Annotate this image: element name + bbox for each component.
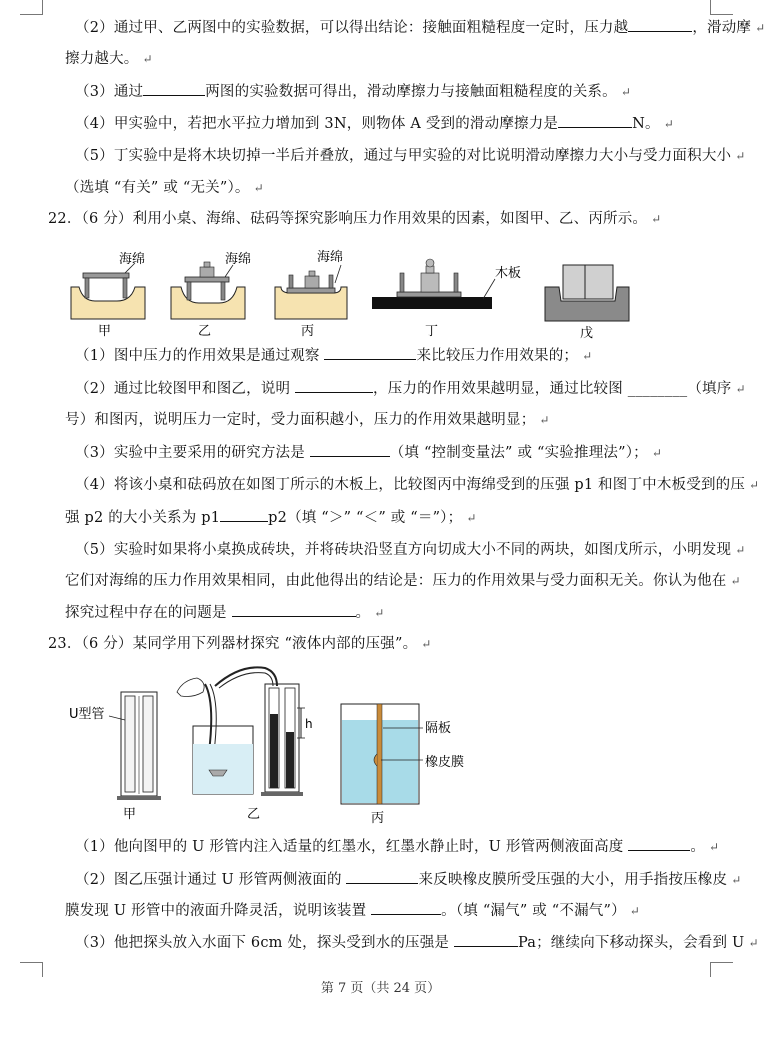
answer-blank[interactable]: [628, 17, 692, 32]
paragraph-mark-icon: ↵: [249, 181, 264, 195]
fig23-a: [69, 692, 161, 822]
text-line-q21-2b: [65, 49, 716, 69]
paragraph-mark-icon: ↵: [578, 349, 593, 363]
text-line-q22-3: [75, 442, 716, 463]
paragraph-mark-icon: ↵: [659, 117, 675, 131]
paragraph-mark-icon: ↵: [731, 543, 746, 557]
text-segment: 。（填 “漏气” 或 “不漏气”）: [441, 903, 626, 919]
answer-blank[interactable]: [143, 81, 205, 96]
paragraph-mark-icon: ↵: [616, 85, 632, 99]
answer-blank[interactable]: [371, 900, 441, 915]
text-segment: 擦力越大。: [65, 51, 139, 67]
text-line-q23-1: [75, 836, 720, 857]
fig23-label-c: 丙: [371, 811, 385, 826]
text-segment: （1）图中压力的作用效果是通过观察: [75, 348, 325, 364]
figure-23: [65, 662, 485, 824]
answer-blank[interactable]: [220, 507, 268, 522]
fig23-b: [177, 667, 313, 822]
paragraph-mark-icon: ↵: [751, 21, 765, 35]
text-segment: （5）实验时如果将小桌换成砖块，并将砖块沿竖直方向切成大小不同的两块，如图戊所示，小明发现: [75, 542, 732, 558]
text-segment: （2）图乙压强计通过 U 形管两侧液面的: [75, 872, 347, 888]
text-segment: 两图的实验数据可得出，滑动摩擦力与接触面粗糙程度的关系。: [205, 84, 617, 100]
text-segment: N。: [632, 116, 660, 132]
answer-blank[interactable]: [628, 836, 690, 851]
fig22-sponge-label-a: 海绵: [119, 252, 146, 267]
text-segment: 膜发现 U 形管中的液面升降灵活，说明该装置: [65, 903, 372, 919]
page-footer: 第 7 页（共 24 页）: [320, 981, 441, 996]
fig22-b: [171, 252, 251, 339]
text-segment: 它们对海绵的压力作用效果相同，由此他得出的结论是：压力的作用效果与受力面积无关。你认为他在: [65, 573, 727, 589]
paragraph-mark-icon: ↵: [727, 873, 742, 887]
paragraph-mark-icon: ↵: [625, 904, 641, 918]
text-line-q22-4a: [75, 475, 760, 495]
fig22-c: [275, 250, 347, 339]
crop-mark-top-right: [710, 0, 733, 15]
paragraph-mark-icon: ↵: [745, 478, 760, 492]
answer-blank[interactable]: [346, 869, 418, 884]
text-line-q22-5b: [65, 571, 741, 591]
text-line-q23: [48, 634, 716, 654]
text-line-q21-3: [75, 81, 716, 102]
fig22-sponge-label-b: 海绵: [225, 252, 252, 267]
figure-22: [65, 243, 665, 343]
text-segment: （3）实验中主要采用的研究方法是: [75, 445, 310, 461]
fig22-label-a: 甲: [98, 324, 112, 339]
fig22-label-b: 乙: [198, 324, 212, 339]
text-line-q22-2b: [65, 410, 716, 430]
text-segment: 22．（6 分）利用小桌、海绵、砝码等探究影响压力作用效果的因素，如图甲、乙、丙所示。: [48, 211, 648, 227]
paragraph-mark-icon: ↵: [726, 574, 741, 588]
text-segment: ，压力的作用效果越明显，通过比较图 ________（填序: [373, 381, 732, 397]
fig23-label-b: 乙: [247, 807, 261, 822]
text-segment: 。: [690, 839, 706, 855]
crop-mark-bottom-right: [710, 962, 733, 977]
text-line-q22-2a: [75, 378, 746, 399]
text-segment: （2）通过比较图甲和图乙，说明: [75, 381, 296, 397]
fig23-utube-label: U型管: [69, 707, 105, 722]
paragraph-mark-icon: ↵: [731, 149, 746, 163]
fig22-label-c: 丙: [301, 324, 315, 339]
text-segment: （1）他向图甲的 U 形管内注入适量的红墨水，红墨水静止时，U 形管两侧液面高度: [75, 839, 629, 855]
fig22-a: [71, 252, 145, 339]
answer-blank[interactable]: [295, 378, 373, 393]
fig23-c: [341, 704, 464, 826]
paragraph-mark-icon: ↵: [138, 52, 153, 66]
answer-blank[interactable]: [310, 442, 390, 457]
answer-blank[interactable]: [454, 932, 518, 947]
text-segment: 号）和图丙，说明压力一定时，受力面积越小，压力的作用效果越明显；: [65, 412, 536, 428]
text-line-q23-2a: [75, 869, 742, 890]
text-line-q23-2b: [65, 900, 716, 921]
fig23-h-label: h: [305, 717, 313, 731]
crop-mark-top-left: [20, 0, 43, 15]
fig22-sponge-label-c: 海绵: [317, 250, 344, 265]
fig22-label-e: 戊: [580, 326, 594, 341]
fig22-d: [372, 259, 521, 339]
text-segment: （选填 “有关” 或 “无关”）。: [65, 180, 250, 196]
fig22-board-label: 木板: [495, 266, 522, 281]
text-segment: Pa；继续向下移动探头，会看到 U: [517, 935, 745, 951]
text-segment: 来比较压力作用效果的；: [416, 348, 579, 364]
crop-mark-bottom-left: [20, 962, 43, 977]
text-segment: 来反映橡皮膜所受压强的大小，用手指按压橡皮: [418, 872, 728, 888]
text-segment: ，滑动摩: [692, 20, 752, 36]
text-line-q22-5a: [75, 540, 746, 560]
text-line-q22-1: [75, 345, 716, 366]
paragraph-mark-icon: ↵: [462, 511, 477, 525]
paragraph-mark-icon: ↵: [744, 936, 759, 950]
fig23-label-a: 甲: [123, 807, 137, 822]
text-line-q22-5c: [65, 602, 716, 623]
text-line-q21-5a: [75, 146, 746, 166]
text-segment: （2）通过甲、乙两图中的实验数据，可以得出结论：接触面粗糙程度一定时，压力越: [75, 20, 629, 36]
text-segment: （4）甲实验中，若把水平拉力增加到 3N，则物体 A 受到的滑动摩擦力是: [75, 116, 559, 132]
text-segment: （3）他把探头放入水面下 6cm 处，探头受到水的压强是: [75, 935, 454, 951]
fig22-label-d: 丁: [425, 324, 439, 339]
answer-blank[interactable]: [558, 113, 632, 128]
text-line-q21-2a: [75, 17, 765, 38]
paragraph-mark-icon: ↵: [731, 382, 746, 396]
answer-blank[interactable]: [324, 345, 416, 360]
paragraph-mark-icon: ↵: [535, 413, 550, 427]
text-line-q22: [48, 209, 716, 229]
text-segment: （3）通过: [75, 84, 144, 100]
answer-blank[interactable]: [232, 602, 356, 617]
text-segment: 强 p2 的大小关系为 p1: [65, 510, 221, 526]
text-line-q23-3: [75, 932, 759, 953]
paragraph-mark-icon: ↵: [647, 212, 662, 226]
text-segment: 。: [355, 605, 371, 621]
text-line-q21-5b: [65, 178, 716, 198]
text-segment: （4）将该小桌和砝码放在如图丁所示的木板上，比较图丙中海绵受到的压强 p1 和图丁中木板受到的压: [75, 477, 746, 493]
fig23-membrane-label: 橡皮膜: [425, 755, 465, 770]
text-segment: p2（填 “＞” “＜” 或 “＝”）；: [268, 510, 463, 526]
fig23-partition-label: 隔板: [425, 721, 452, 736]
paragraph-mark-icon: ↵: [417, 637, 432, 651]
text-segment: （5）丁实验中是将木块切掉一半后并叠放，通过与甲实验的对比说明滑动摩擦力大小与受力面积大小: [75, 148, 732, 164]
paragraph-mark-icon: ↵: [370, 606, 385, 620]
text-segment: 探究过程中存在的问题是: [65, 605, 232, 621]
text-line-q22-4b: [65, 507, 716, 528]
paragraph-mark-icon: ↵: [647, 446, 663, 460]
paragraph-mark-icon: ↵: [705, 840, 720, 854]
fig22-e: [545, 265, 629, 341]
text-segment: （填 “控制变量法” 或 “实验推理法”）；: [389, 445, 648, 461]
text-segment: 23．（6 分）某同学用下列器材探究 “液体内部的压强”。: [48, 636, 418, 652]
text-line-q21-4: [75, 113, 716, 134]
